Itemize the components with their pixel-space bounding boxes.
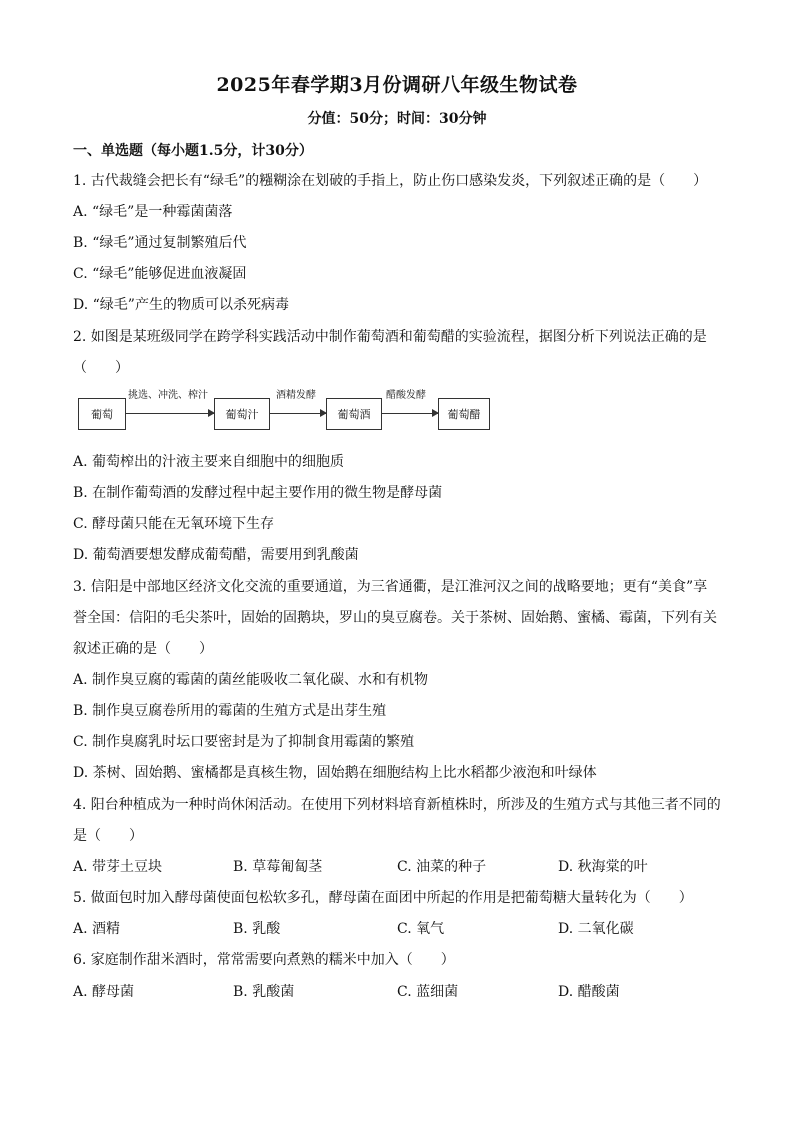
flow-step-1: 挑选、冲洗、榨汁 bbox=[128, 390, 208, 401]
question-2-option-a: A. 葡萄榨出的汁液主要来自细胞中的细胞质 bbox=[73, 454, 345, 470]
flow-box-grape-juice: 葡萄汁 bbox=[214, 398, 270, 430]
question-6-option-d: D. 醋酸菌 bbox=[558, 984, 620, 1000]
question-4-option-a: A. 带芽土豆块 bbox=[73, 859, 163, 875]
question-1-stem: 1. 古代裁缝会把长有“绿毛”的糨糊涂在划破的手指上，防止伤口感染发炎，下列叙述正确的是（ ） bbox=[73, 173, 708, 189]
question-5-stem: 5. 做面包时加入酵母菌使面包松软多孔，酵母菌在面团中所起的作用是把葡萄糖大量转化为（ ） bbox=[73, 890, 693, 906]
question-1-option-a: A. “绿毛”是一种霉菌菌落 bbox=[73, 204, 233, 220]
question-1-option-c: C. “绿毛”能够促进血液凝固 bbox=[73, 266, 247, 282]
question-5-option-c: C. 氧气 bbox=[397, 921, 445, 937]
question-2-option-d: D. 葡萄酒要想发酵成葡萄醋，需要用到乳酸菌 bbox=[73, 547, 359, 563]
flow-box-grape-vinegar: 葡萄醋 bbox=[438, 398, 490, 430]
question-4-stem-cont: 是（ ） bbox=[73, 828, 143, 844]
flow-step-3: 醋酸发酵 bbox=[386, 390, 426, 401]
section-heading: 一、单选题（每小题1.5分，计30分） bbox=[73, 143, 313, 159]
flow-arrow-3 bbox=[382, 413, 438, 414]
question-3-stem-cont-1: 誉全国：信阳的毛尖茶叶，固始的固鹅块，罗山的臭豆腐卷。关于茶树、固始鹅、蜜橘、霉菌，下列有关 bbox=[73, 610, 717, 626]
question-1-option-b: B. “绿毛”通过复制繁殖后代 bbox=[73, 235, 247, 251]
score-time-info: 分值：50分；时间：30分钟 bbox=[307, 111, 487, 127]
question-4-option-c: C. 油菜的种子 bbox=[397, 859, 487, 875]
flow-arrow-1 bbox=[126, 413, 214, 414]
flow-step-2: 酒精发酵 bbox=[276, 390, 316, 401]
grape-process-diagram bbox=[78, 390, 498, 438]
question-6-option-a: A. 酵母菌 bbox=[73, 984, 135, 1000]
question-3-option-c: C. 制作臭腐乳时坛口要密封是为了抑制食用霉菌的繁殖 bbox=[73, 734, 415, 750]
question-6-stem: 6. 家庭制作甜米酒时，常常需要向煮熟的糯米中加入（ ） bbox=[73, 952, 455, 968]
question-4-stem: 4. 阳台种植成为一种时尚休闲活动。在使用下列材料培育新植株时，所涉及的生殖方式与其他三者不同的 bbox=[73, 797, 721, 813]
question-4-option-d: D. 秋海棠的叶 bbox=[558, 859, 648, 875]
question-2-option-b: B. 在制作葡萄酒的发酵过程中起主要作用的微生物是酵母菌 bbox=[73, 485, 443, 501]
flow-box-grape: 葡萄 bbox=[78, 398, 126, 430]
question-3-option-d: D. 茶树、固始鹅、蜜橘都是真核生物，固始鹅在细胞结构上比水稻都少液泡和叶绿体 bbox=[73, 765, 597, 781]
question-3-stem: 3. 信阳是中部地区经济文化交流的重要通道，为三省通衢，是江淮河汉之间的战略要地；更有“美食”享 bbox=[73, 579, 708, 595]
question-2-stem-cont: （ ） bbox=[73, 360, 129, 376]
flow-box-grape-wine: 葡萄酒 bbox=[326, 398, 382, 430]
question-1-option-d: D. “绿毛”产生的物质可以杀死病毒 bbox=[73, 297, 289, 313]
question-4-option-b: B. 草莓匍匐茎 bbox=[233, 859, 323, 875]
question-5-option-b: B. 乳酸 bbox=[233, 921, 281, 937]
flow-arrow-2 bbox=[270, 413, 326, 414]
question-6-option-c: C. 蓝细菌 bbox=[397, 984, 459, 1000]
question-3-stem-cont-2: 叙述正确的是（ ） bbox=[73, 641, 213, 657]
question-5-option-d: D. 二氧化碳 bbox=[558, 921, 634, 937]
question-2-option-c: C. 酵母菌只能在无氧环境下生存 bbox=[73, 516, 275, 532]
question-3-option-a: A. 制作臭豆腐的霉菌的菌丝能吸收二氧化碳、水和有机物 bbox=[73, 672, 429, 688]
question-3-option-b: B. 制作臭豆腐卷所用的霉菌的生殖方式是出芽生殖 bbox=[73, 703, 387, 719]
question-2-stem: 2. 如图是某班级同学在跨学科实践活动中制作葡萄酒和葡萄醋的实验流程，据图分析下列说法正确的是 bbox=[73, 329, 707, 345]
question-5-option-a: A. 酒精 bbox=[73, 921, 121, 937]
page-title: 2025年春学期3月份调研八年级生物试卷 bbox=[216, 74, 578, 96]
question-6-option-b: B. 乳酸菌 bbox=[233, 984, 295, 1000]
